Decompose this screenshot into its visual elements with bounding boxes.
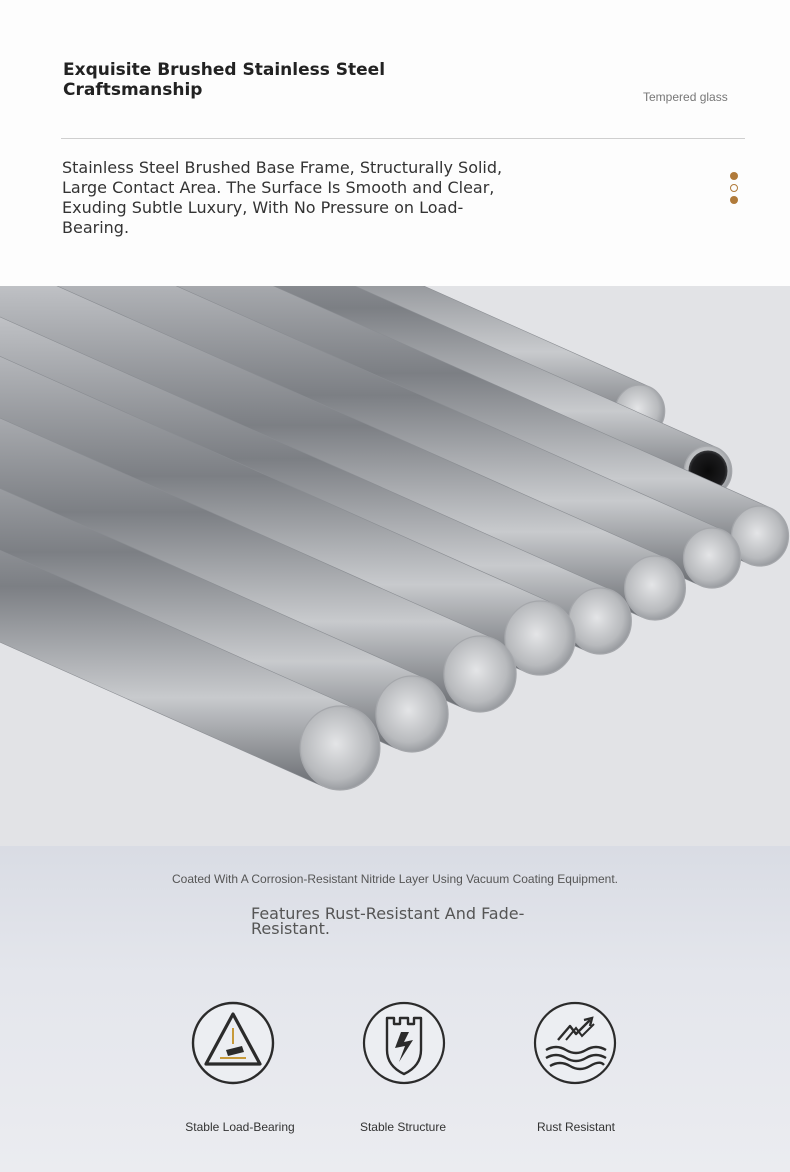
dot-filled (730, 172, 738, 180)
structure-icon (361, 1000, 447, 1086)
tempered-glass-tag: Tempered glass (643, 90, 728, 104)
pagination-dots (729, 172, 739, 206)
divider (61, 138, 745, 139)
tube-end (625, 556, 686, 620)
coating-description: Coated With A Corrosion-Resistant Nitride Layer Using Vacuum Coating Equipment. (172, 872, 618, 886)
section-title: Exquisite Brushed Stainless Steel Craftsmanship (63, 60, 386, 100)
feature-heading: Features Rust-Resistant And Fade-Resistant. (251, 904, 525, 938)
tube-end (300, 706, 380, 790)
tube-end (684, 528, 741, 588)
steel-tubes-illustration (0, 286, 790, 846)
load-bearing-icon (190, 1000, 276, 1086)
steel-tubes-photo (0, 286, 790, 846)
feature-label-rust-resistant: Rust Resistant (536, 1120, 616, 1134)
header-section (0, 0, 790, 290)
tube-end (376, 676, 448, 752)
rust-resistant-icon (532, 1000, 618, 1086)
dot-outline (730, 184, 738, 192)
feature-label-structure: Stable Structure (359, 1120, 447, 1134)
description-text: Stainless Steel Brushed Base Frame, Structurally Solid, Large Contact Area. The Surface Is Smooth and Clear, Exuding Subtle Luxury, With No Pressure on Load-Bearing. (62, 158, 503, 237)
dot-filled (730, 196, 738, 204)
tube-end (569, 588, 632, 654)
feature-label-load-bearing: Stable Load-Bearing (185, 1120, 295, 1134)
tube-end (444, 636, 516, 712)
